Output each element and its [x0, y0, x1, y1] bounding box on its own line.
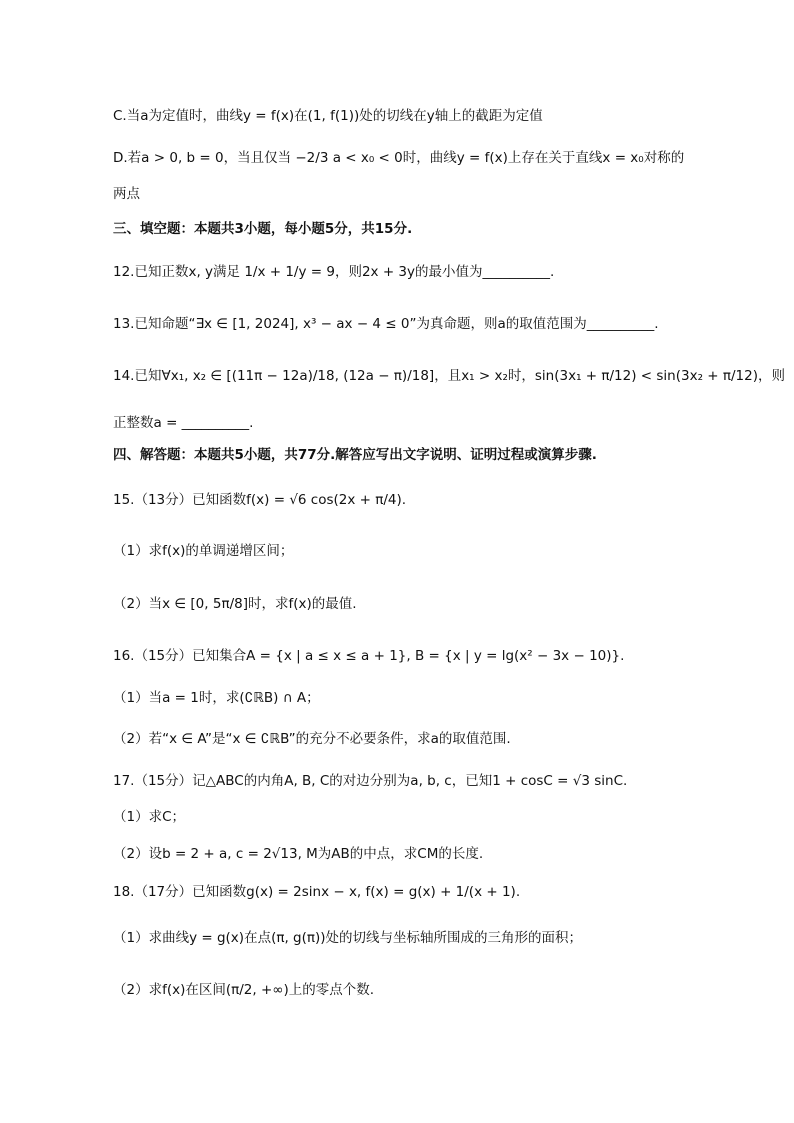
question-15-part-2: （2）当x ∈ [0, 5π/8]时，求f(x)的最值. — [113, 596, 357, 612]
question-16-part-1: （1）当a = 1时，求(∁ℝB) ∩ A； — [113, 690, 320, 706]
question-15: 15.（13分）已知函数f(x) = √6 cos(2x + π/4). — [113, 492, 407, 508]
option-c: C.当a为定值时，曲线y = f(x)在(1, f(1))处的切线在y轴上的截距为定值 — [113, 108, 543, 124]
option-d: D.若a > 0, b = 0，当且仅当 −2/3 a < x₀ < 0时，曲线y = f(x)上存在关于直线x = x₀对称的 — [113, 150, 685, 166]
section-three-heading: 三、填空题：本题共3小题，每小题5分，共15分. — [113, 221, 413, 237]
question-18: 18.（17分）已知函数g(x) = 2sinx − x, f(x) = g(x) + 1/(x + 1). — [113, 884, 521, 900]
question-13: 13.已知命题“∃x ∈ [1, 2024], x³ − ax − 4 ≤ 0”为真命题，则a的取值范围为__________. — [113, 316, 659, 332]
question-16: 16.（15分）已知集合A = {x | a ≤ x ≤ a + 1}, B = {x | y = lg(x² − 3x − 10)}. — [113, 648, 625, 664]
question-15-part-1: （1）求f(x)的单调递增区间； — [113, 543, 294, 559]
question-14-continued: 正整数a = __________. — [113, 415, 254, 431]
question-17-part-1: （1）求C； — [113, 809, 186, 825]
question-17-part-2: （2）设b = 2 + a, c = 2√13, M为AB的中点，求CM的长度. — [113, 846, 484, 862]
section-four-heading: 四、解答题：本题共5小题，共77分.解答应写出文字说明、证明过程或演算步骤. — [113, 447, 597, 463]
option-d-continued: 两点 — [113, 186, 140, 202]
question-18-part-2: （2）求f(x)在区间(π/2, +∞)上的零点个数. — [113, 982, 375, 998]
question-14: 14.已知∀x₁, x₂ ∈ [(11π − 12a)/18, (12a − π)/18]，且x₁ > x₂时，sin(3x₁ + π/12) < sin(3x₂ + π/12)，则 — [113, 368, 786, 384]
question-16-part-2: （2）若“x ∈ A”是“x ∈ ∁ℝB”的充分不必要条件，求a的取值范围. — [113, 731, 511, 747]
question-17: 17.（15分）记△ABC的内角A, B, C的对边分别为a, b, c，已知1 + cosC = √3 sinC. — [113, 773, 628, 789]
question-18-part-1: （1）求曲线y = g(x)在点(π, g(π))处的切线与坐标轴所围成的三角形的面积； — [113, 930, 583, 946]
question-12: 12.已知正数x, y满足 1/x + 1/y = 9，则2x + 3y的最小值为__________. — [113, 264, 555, 280]
